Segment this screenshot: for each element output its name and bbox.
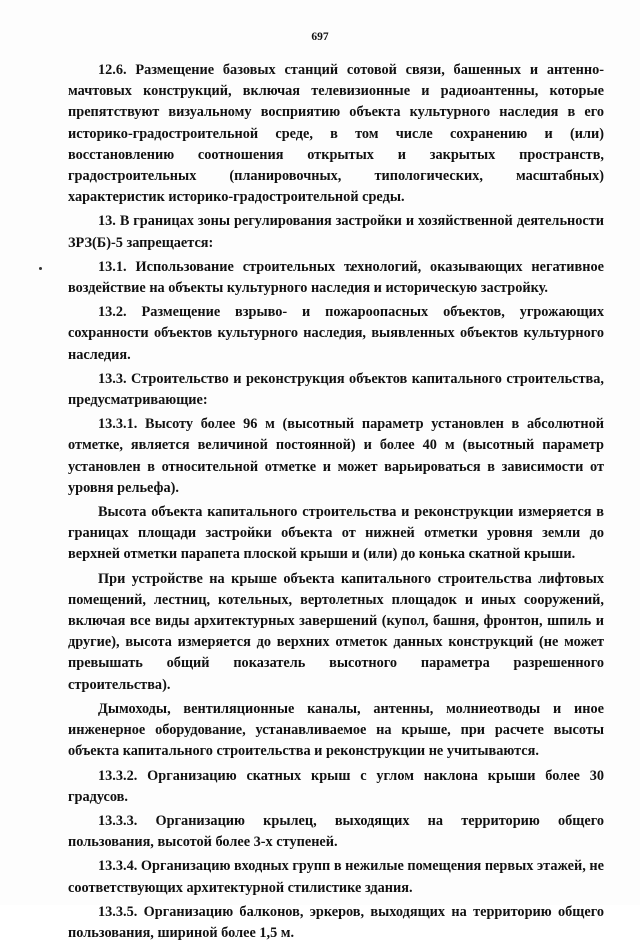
paragraph-13-1: 13.1. Использование строительных технологий, оказывающих негативное воздействие на объекты культурного наследия и историческую застройку. [68, 258, 604, 297]
paragraph-13-3-2: 13.3.2. Организацию скатных крыш с углом наклона крыши более 30 градусов. [68, 767, 604, 805]
paragraph-13-3-3: 13.3.3. Организацию крылец, выходящих на территорию общего пользования, высотой более 3-х ступеней. [68, 812, 604, 851]
scan-speck [39, 267, 42, 270]
paragraph-13-heading: 13. В границах зоны регулирования застройки и хозяйственной деятельности ЗРЗ(Б)-5 запрещается: [68, 213, 604, 251]
paragraph-13-3-4: 13.3.4. Организацию входных групп в нежилые помещения первых этажей, не соответствующих архитектурной стилистике здания. [68, 858, 604, 896]
page-number: 697 [311, 31, 329, 43]
paragraph-height-measurement: Высота объекта капитального строительства и реконструкции измеряется в границах площади застройки объекта от нижней отметки уровня земли до верхней отметки парапета плоской крыши и (или) до конька скатной крыши. [68, 504, 604, 563]
paragraph-13-3: 13.3. Строительство и реконструкция объектов капитального строительства, предусматривающие: [68, 370, 604, 409]
paragraph-roof-structures: При устройстве на крыше объекта капитального строительства лифтовых помещений, лестниц, котельных, вертолетных площадок и иных сооружений, включая все виды архитектурных завершений (купол, башня, фронтон, шпиль и другие), высота измеряется до верхних отметок данных конструкций (не может превышать общий показатель высотного параметра разрешенного строительства). [68, 570, 604, 693]
paragraph-13-3-1: 13.3.1. Высоту более 96 м (высотный параметр установлен в абсолютной отметке, является величиной постоянной) и более 40 м (высотный параметр установлен в относительной отметке и может варьироваться в зависимости от уровня рельефа). [68, 416, 604, 496]
paragraph-13-3-5: 13.3.5. Организацию балконов, эркеров, выходящих на территорию общего пользования, шириной более 1,5 м. [68, 903, 604, 941]
paragraph-13-2: 13.2. Размещение взрыво- и пожароопасных объектов, угрожающих сохранности объектов культурного наследия, выявленных объектов культурного наследия. [68, 304, 604, 363]
document-body [68, 60, 604, 944]
paragraph-roof-equipment: Дымоходы, вентиляционные каналы, антенны, молниеотводы и иное инженерное оборудование, устанавливаемое на крыше, при расчете высоты объекта капитального строительства и реконструкции не учитываются. [68, 700, 604, 760]
paragraph-12-6: 12.6. Размещение базовых станций сотовой связи, башенных и антенно-мачтовых конструкций, включая телевизионные и радиоантенны, которые препятствуют визуальному восприятию объекта культурного наследия в его историко-градостроительной среде, в том числе сохранению и (или) восстановлению соотношения открытых и закрытых пространств, градостроительных (планировочных, типологических, масштабных) характеристик историко-градостроительной среды. [68, 62, 604, 206]
